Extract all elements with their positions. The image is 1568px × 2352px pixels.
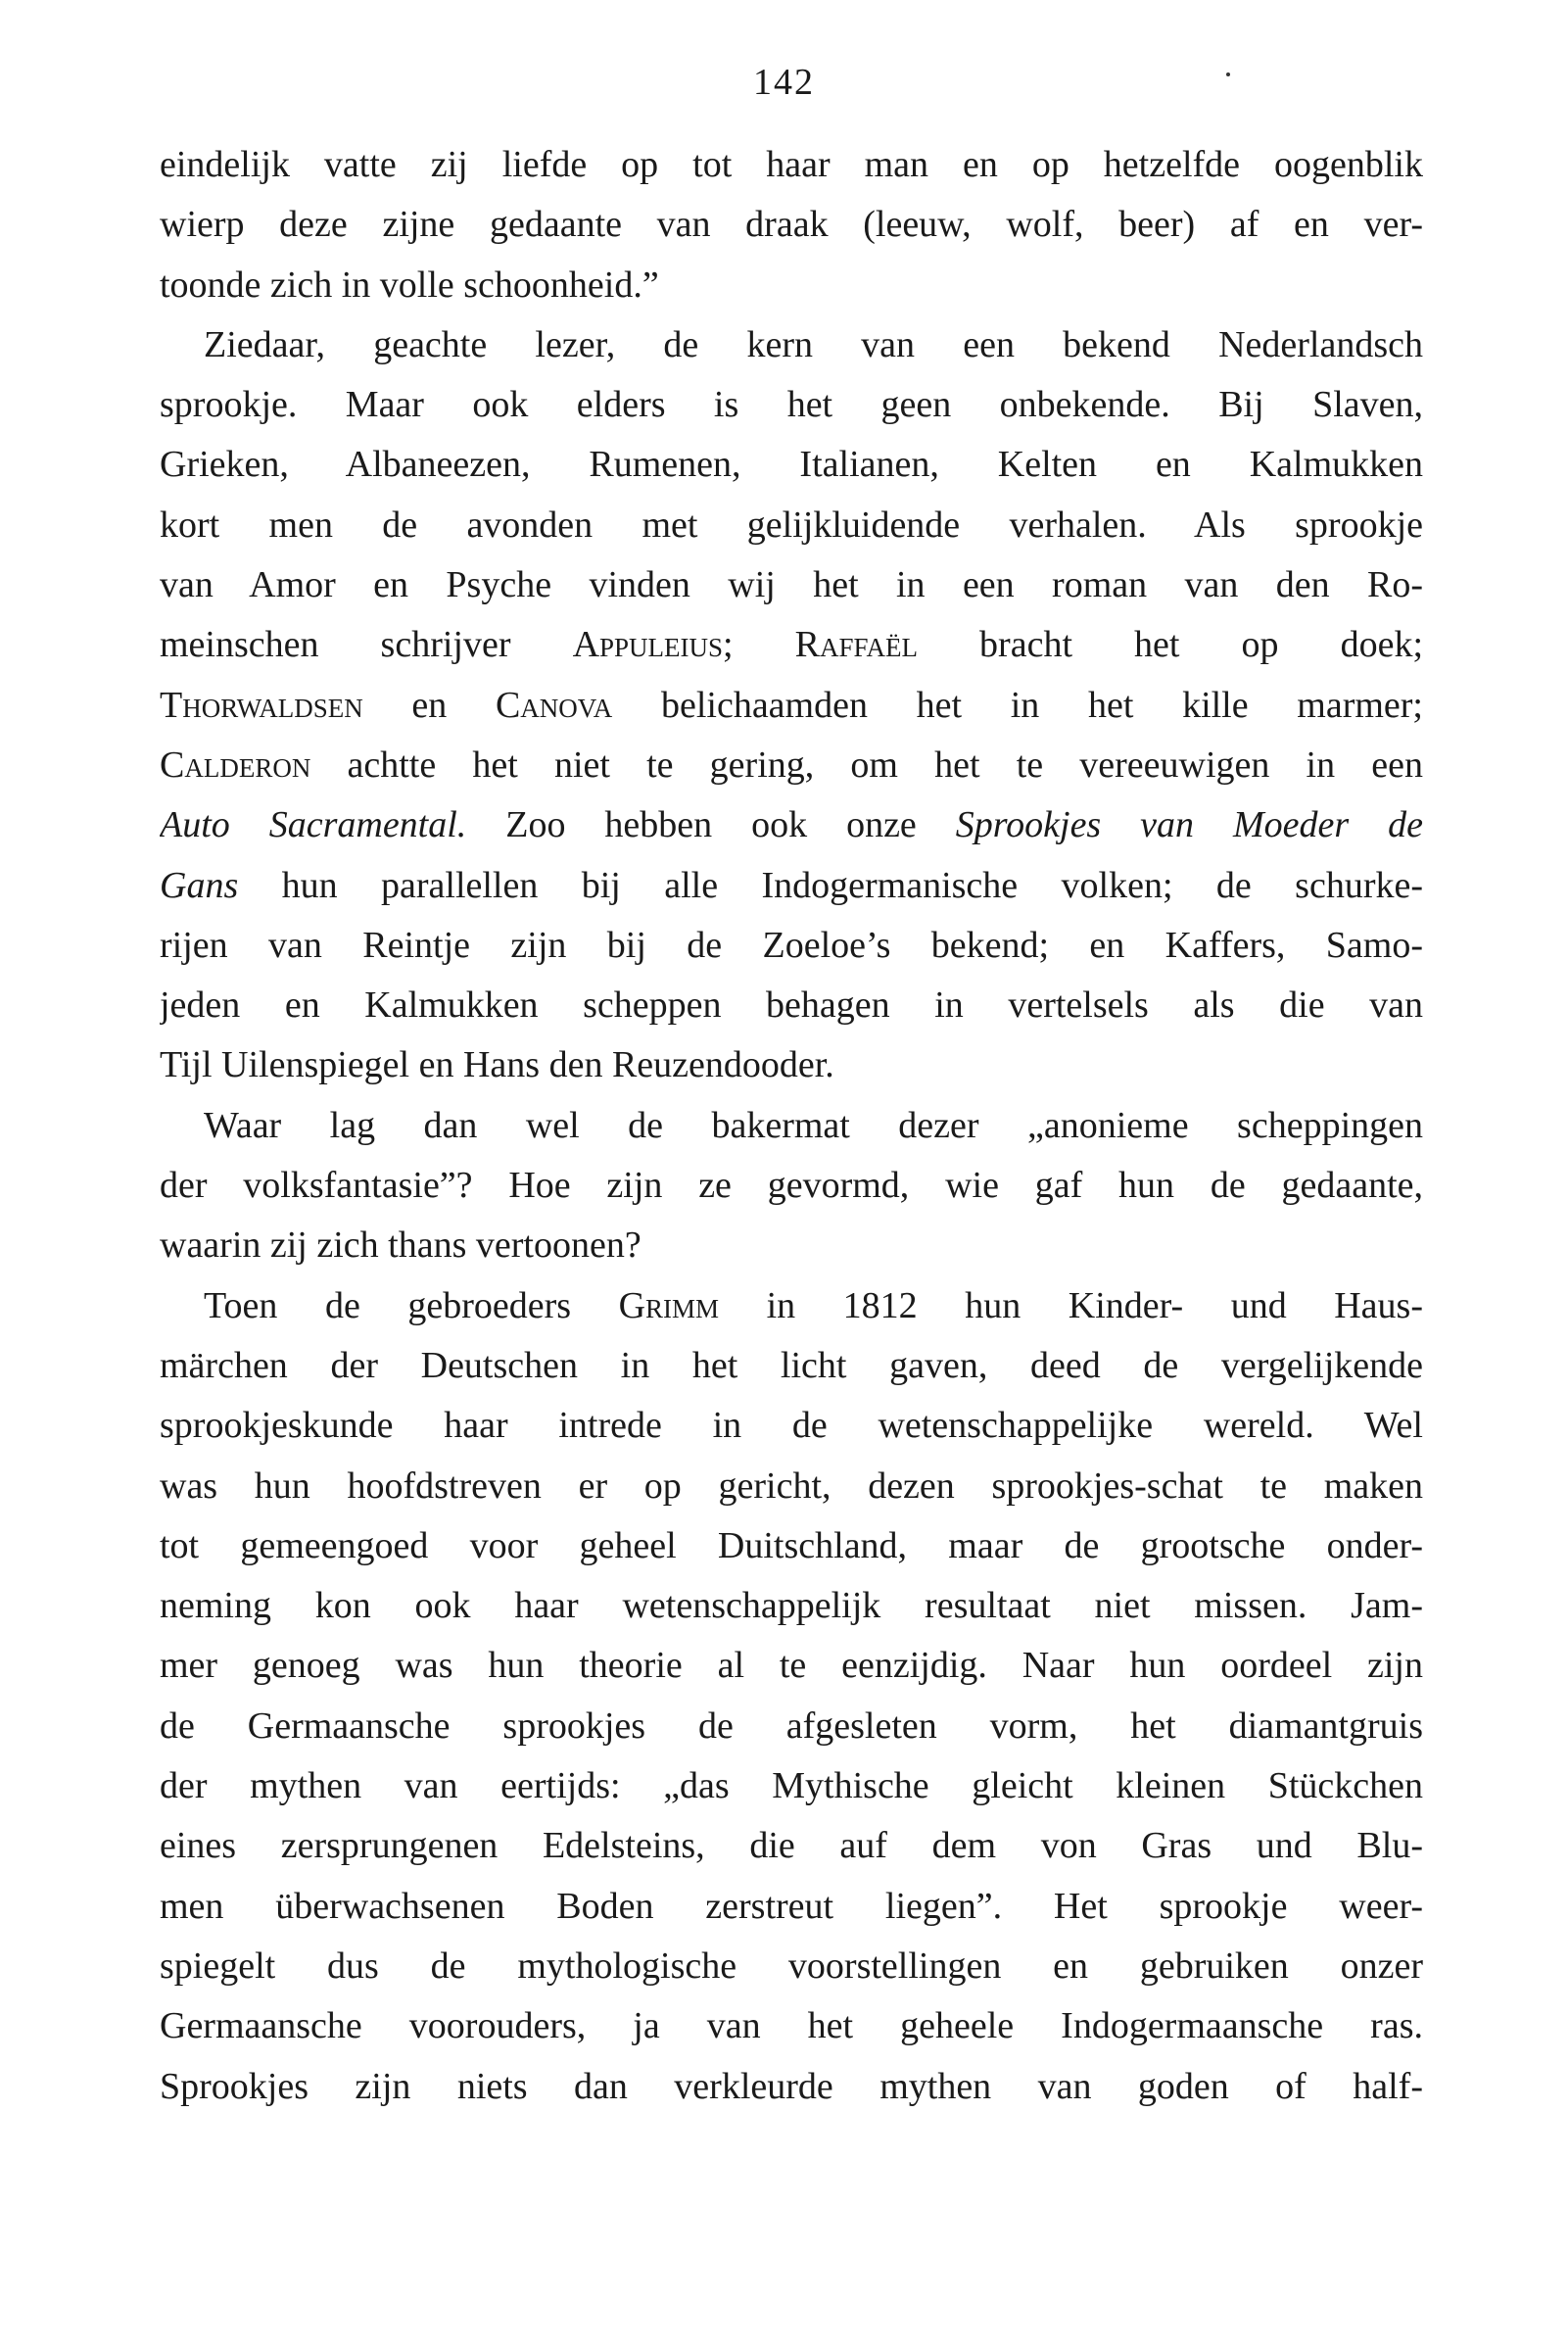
page-number: 142 — [753, 62, 815, 103]
proper-name: Calderon — [160, 744, 311, 786]
text-segment: bracht het op doek; — [918, 624, 1423, 666]
text-line — [160, 1697, 1423, 1756]
text-segment: tot gemeengoed voor geheel Duitschland, maar de grootsche onder- — [160, 1524, 1423, 1566]
text-segment: belichaamden het in het kille marmer; — [612, 684, 1423, 726]
text-segment: was hun hoofdstreven er op gericht, dezen sprookjes-schat te maken — [160, 1464, 1423, 1507]
text-segment: der mythen van eertijds: „das Mythische gleicht kleinen Stückchen — [160, 1765, 1423, 1807]
proper-name: Raffaël — [794, 624, 918, 666]
body-text — [160, 135, 1423, 2117]
text-line — [160, 1336, 1423, 1396]
text-line — [160, 916, 1423, 976]
text-line — [160, 1156, 1423, 1216]
text-line — [160, 676, 1423, 736]
proper-name: Thorwaldsen — [160, 684, 363, 726]
text-line — [160, 435, 1423, 495]
text-segment: ; — [723, 624, 795, 666]
text-segment: en — [362, 684, 496, 726]
text-segment: Toen de gebroeders — [204, 1284, 619, 1326]
text-line — [160, 1877, 1423, 1937]
text-line — [160, 615, 1423, 675]
text-segment: Germaansche voorouders, ja van het geheele Indogermaansche ras. — [160, 2005, 1423, 2047]
text-line — [160, 1457, 1423, 1516]
text-segment: toonde zich in volle schoonheid.” — [160, 264, 659, 306]
text-line — [160, 795, 1423, 855]
text-segment: der volksfantasie”? Hoe zijn ze gevormd, wie gaf hun de gedaante, — [160, 1165, 1423, 1207]
text-segment: van Amor en Psyche vinden wij het in een roman van den Ro- — [160, 564, 1423, 606]
print-speck — [1226, 72, 1230, 76]
proper-name: Appuleius — [572, 624, 724, 666]
text-line — [160, 1516, 1423, 1576]
text-segment: de Germaansche sprookjes de afgesleten vorm, het diamantgruis — [160, 1704, 1423, 1747]
text-segment: eindelijk vatte zij liefde op tot haar man en op hetzelfde oogenblik — [160, 144, 1423, 185]
text-segment: Ziedaar, geachte lezer, de kern van een bekend Nederlandsch — [204, 323, 1423, 365]
text-segment: eines zersprungenen Edelsteins, die auf dem von Gras und Blu- — [160, 1825, 1423, 1867]
text-line — [160, 976, 1423, 1035]
text-line — [160, 1096, 1423, 1156]
text-segment: Zoo hebben ook onze — [466, 804, 956, 846]
text-line — [160, 496, 1423, 555]
text-segment: sprookje. Maar ook elders is het geen onbekende. Bij Slaven, — [160, 384, 1423, 426]
text-segment: rijen van Reintje zijn bij de Zoeloe’s bekend; en Kaffers, Samo- — [160, 924, 1423, 966]
proper-name: Canova — [495, 684, 613, 726]
text-line — [160, 856, 1423, 916]
text-line — [160, 315, 1423, 375]
text-line — [160, 736, 1423, 795]
text-line — [160, 1216, 1423, 1275]
text-line — [160, 1636, 1423, 1696]
italic-title: Sprookjes van Moeder de — [955, 804, 1423, 846]
italic-title: Gans — [160, 864, 239, 906]
text-line — [160, 256, 1423, 315]
text-line — [160, 1576, 1423, 1636]
text-line — [160, 195, 1423, 255]
text-segment: men überwachsenen Boden zerstreut liegen”. Het sprookje weer- — [160, 1885, 1423, 1927]
text-segment: sprookjeskunde haar intrede in de wetenschappelijke wereld. Wel — [160, 1405, 1423, 1447]
text-line — [160, 1756, 1423, 1816]
text-segment: neming kon ook haar wetenschappelijk resultaat niet missen. Jam- — [160, 1585, 1423, 1627]
text-segment: wierp deze zijne gedaante van draak (leeuw, wolf, beer) af en ver- — [160, 204, 1423, 246]
text-segment: waarin zij zich thans vertoonen? — [160, 1224, 641, 1267]
text-line — [160, 1816, 1423, 1876]
text-line — [160, 555, 1423, 615]
text-segment: meinschen schrijver — [160, 624, 573, 666]
proper-name: Grimm — [618, 1284, 720, 1326]
text-line — [160, 1396, 1423, 1456]
italic-title: Auto Sacramental. — [160, 804, 467, 846]
text-segment: Grieken, Albaneezen, Rumenen, Italianen, Kelten en Kalmukken — [160, 444, 1423, 486]
text-line — [160, 375, 1423, 435]
text-line — [160, 2057, 1423, 2117]
text-segment: kort men de avonden met gelijkluidende verhalen. Als sprookje — [160, 504, 1423, 546]
text-segment: hun parallellen bij alle Indogermanische volken; de schurke- — [238, 864, 1423, 906]
text-segment: Tijl Uilenspiegel en Hans den Reuzendooder. — [160, 1044, 834, 1086]
text-line — [160, 1276, 1423, 1336]
text-line — [160, 1996, 1423, 2056]
text-line — [160, 1937, 1423, 1996]
text-segment: Waar lag dan wel de bakermat dezer „anonieme scheppingen — [204, 1104, 1423, 1146]
text-segment: jeden en Kalmukken scheppen behagen in vertelsels als die van — [160, 984, 1423, 1027]
text-segment: mer genoeg was hun theorie al te eenzijdig. Naar hun oordeel zijn — [160, 1645, 1423, 1687]
text-segment: achtte het niet te gering, om het te vereeuwigen in een — [310, 744, 1423, 786]
text-segment: spiegelt dus de mythologische voorstellingen en gebruiken onzer — [160, 1944, 1423, 1987]
text-line — [160, 1035, 1423, 1095]
text-segment: märchen der Deutschen in het licht gaven, deed de vergelijkende — [160, 1344, 1423, 1386]
text-line — [160, 135, 1423, 195]
text-segment: in 1812 hun Kinder- und Haus- — [719, 1284, 1423, 1326]
text-segment: Sprookjes zijn niets dan verkleurde mythen van goden of half- — [160, 2065, 1423, 2107]
